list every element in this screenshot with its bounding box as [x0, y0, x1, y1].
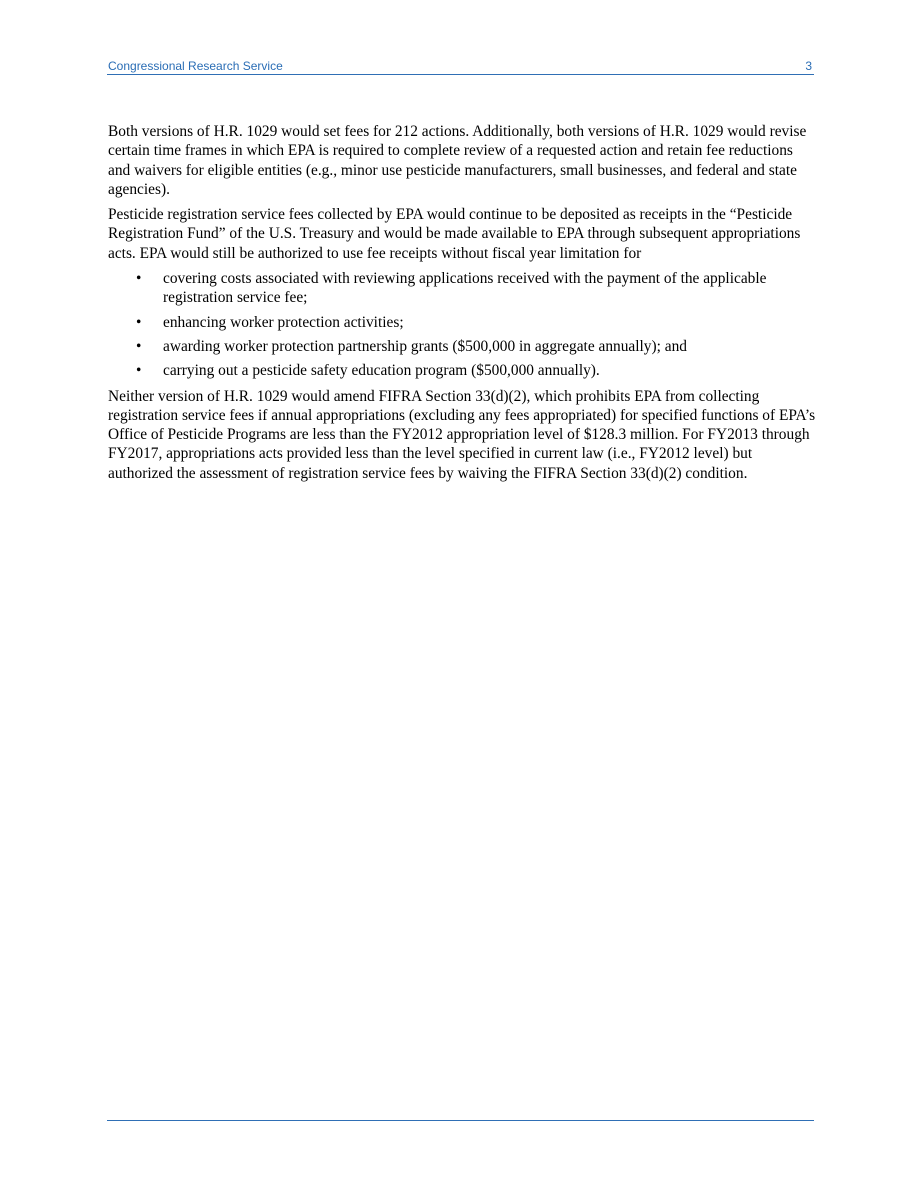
bullet-icon: • [136, 270, 142, 288]
list-item-text: enhancing worker protection activities; [163, 313, 404, 331]
paragraph-fifra-section: Neither version of H.R. 1029 would amend FIFRA Section 33(d)(2), which prohibits EPA from collecting registration service fees if annual appropriations (excluding any fees appropriated) for specified functions of EPA’s Office of Pesticide Programs are less than the FY2012 appropriation level of $128.3 million. For FY2013 through FY2017, appropriations acts provided less than the level specified in current law (i.e., FY2012 level) but authorized the assessment of registration service fees by waiving the FIFRA Section 33(d)(2) condition. [108, 387, 816, 482]
list-item [108, 361, 816, 380]
list-item-text: awarding worker protection partnership grants ($500,000 in aggregate annually); and [163, 337, 687, 355]
fee-uses-list [108, 269, 816, 380]
footer-divider [107, 1120, 814, 1121]
list-item-text: covering costs associated with reviewing applications received with the payment of the applicable registration service fee; [163, 270, 767, 307]
paragraph-fees-actions: Both versions of H.R. 1029 would set fees for 212 actions. Additionally, both versions of H.R. 1029 would revise certain time frames in which EPA is required to complete review of a requested action and retain fee reductions and waivers for eligible entities (e.g., minor use pesticide manufacturers, small businesses, and federal and state agencies). [108, 123, 807, 198]
bullet-icon: • [136, 313, 142, 331]
list-item-text: carrying out a pesticide safety education program ($500,000 annually). [163, 362, 600, 380]
document-body [108, 122, 816, 489]
paragraph-registration-fund: Pesticide registration service fees collected by EPA would continue to be deposited as receipts in the “Pesticide Registration Fund” of the U.S. Treasury and would be made available to EPA through subsequent appropriations acts. EPA would still be authorized to use fee receipts without fiscal year limitation for [108, 206, 801, 262]
list-item [108, 313, 816, 332]
bullet-icon: • [136, 362, 142, 380]
bullet-icon: • [136, 337, 142, 355]
list-item [108, 337, 816, 356]
page-header [107, 58, 814, 75]
list-item [108, 269, 816, 308]
header-source: Congressional Research Service [108, 59, 283, 73]
page-number: 3 [805, 59, 812, 73]
